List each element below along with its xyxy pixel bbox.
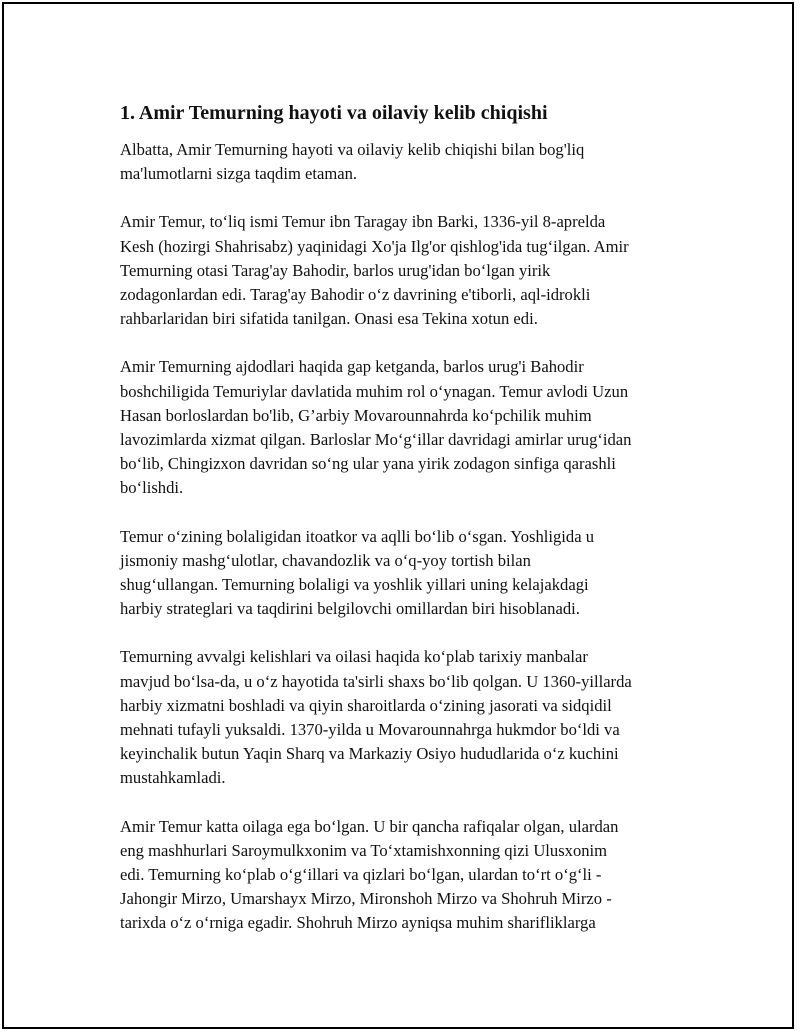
text-line: Hasan borloslardan bo'lib, G’arbiy Movarounnahrda ko‘pchilik muhim [120,405,592,425]
page-title: 1. Amir Temurning hayoti va oilaviy kelib chiqishi [120,102,548,124]
text-line: zodagonlardan edi. Tarag'ay Bahodir o‘z davrining e'tiborli, aql-idrokli [120,285,591,305]
text-line: bo‘lib, Chingizxon davridan so‘ng ular yana yirik zodagon sinfiga qarashli [120,454,616,474]
text-line: Kesh (hozirgi Shahrisabz) yaqinidagi Xo'ja Ilg'or qishlog'ida tug‘ilgan. Amir [120,236,629,256]
text-line: shug‘ullangan. Temurning bolaligi va yoshlik yillari uning kelajakdagi [120,575,589,595]
text-line: ma'lumotlarni sizga taqdim etaman. [120,164,358,184]
text-line: boshchiligida Temuriylar davlatida muhim rol o‘ynagan. Temur avlodi Uzun [120,381,629,401]
text-line: Amir Temur katta oilaga ega bo‘lgan. U bir qancha rafiqalar olgan, ulardan [120,816,619,836]
document-content [120,100,690,960]
text-line: Temurning otasi Tarag'ay Bahodir, barlos urug'idan bo‘lgan yirik [120,260,551,280]
paragraph-intro [120,138,690,186]
text-line: lavozimlarda xizmat qilgan. Barloslar Mo‘g‘illar davridagi amirlar urug‘idan [120,430,632,450]
text-line: mustahkamladi. [120,768,226,788]
text-line: tarixda o‘z o‘rniga egadir. Shohruh Mirzo ayniqsa muhim sharifliklarga [120,913,596,933]
text-line: rahbarlaridan biri sifatida tanilgan. Onasi esa Tekina xotun edi. [120,309,538,329]
text-line: keyinchalik butun Yaqin Sharq va Markaziy Osiyo hududlarida o‘z kuchini [120,744,619,764]
text-line: edi. Temurning ko‘plab o‘g‘illari va qizlari bo‘lgan, ulardan to‘rt o‘g‘li - [120,865,602,885]
paragraph-childhood [120,525,690,622]
paragraph-family [120,815,690,936]
paragraph-birth [120,210,690,331]
paragraph-rise [120,645,690,790]
text-line: bo‘lishdi. [120,478,184,498]
text-line: mehnati tufayli yuksaldi. 1370-yilda u Movarounnahrga hukmdor bo‘ldi va [120,720,620,740]
document-page [2,2,794,1029]
text-line: Albatta, Amir Temurning hayoti va oilaviy kelib chiqishi bilan bog'liq [120,140,585,159]
text-line: Amir Temur, to‘liq ismi Temur ibn Taragay ibn Barki, 1336-yil 8-aprelda [120,212,606,232]
text-line: harbiy strateglari va taqdirini belgilovchi omillardan biri hisoblanadi. [120,599,580,619]
text-line: eng mashhurlari Saroymulkxonim va To‘xtamishxonning qizi Ulusxonim [120,840,608,860]
text-line: harbiy xizmatni boshladi va qiyin sharoitlarda o‘zining jasorati va sidqidil [120,695,612,715]
text-line: Jahongir Mirzo, Umarshayx Mirzo, Mironshoh Mirzo va Shohruh Mirzo - [120,889,612,909]
text-line: Temurning avvalgi kelishlari va oilasi haqida ko‘plab tarixiy manbalar [120,647,588,667]
text-line: Temur o‘zining bolaligidan itoatkor va aqlli bo‘lib o‘sgan. Yoshligida u [120,526,594,546]
paragraph-ancestry [120,355,690,500]
text-line: Amir Temurning ajdodlari haqida gap ketganda, barlos urug'i Bahodir [120,357,584,377]
text-line: jismoniy mashg‘ulotlar, chavandozlik va o‘q-yoy tortish bilan [120,550,531,570]
text-line: mavjud bo‘lsa-da, u o‘z hayotida ta'sirli shaxs bo‘lib qolgan. U 1360-yillarda [120,671,632,691]
